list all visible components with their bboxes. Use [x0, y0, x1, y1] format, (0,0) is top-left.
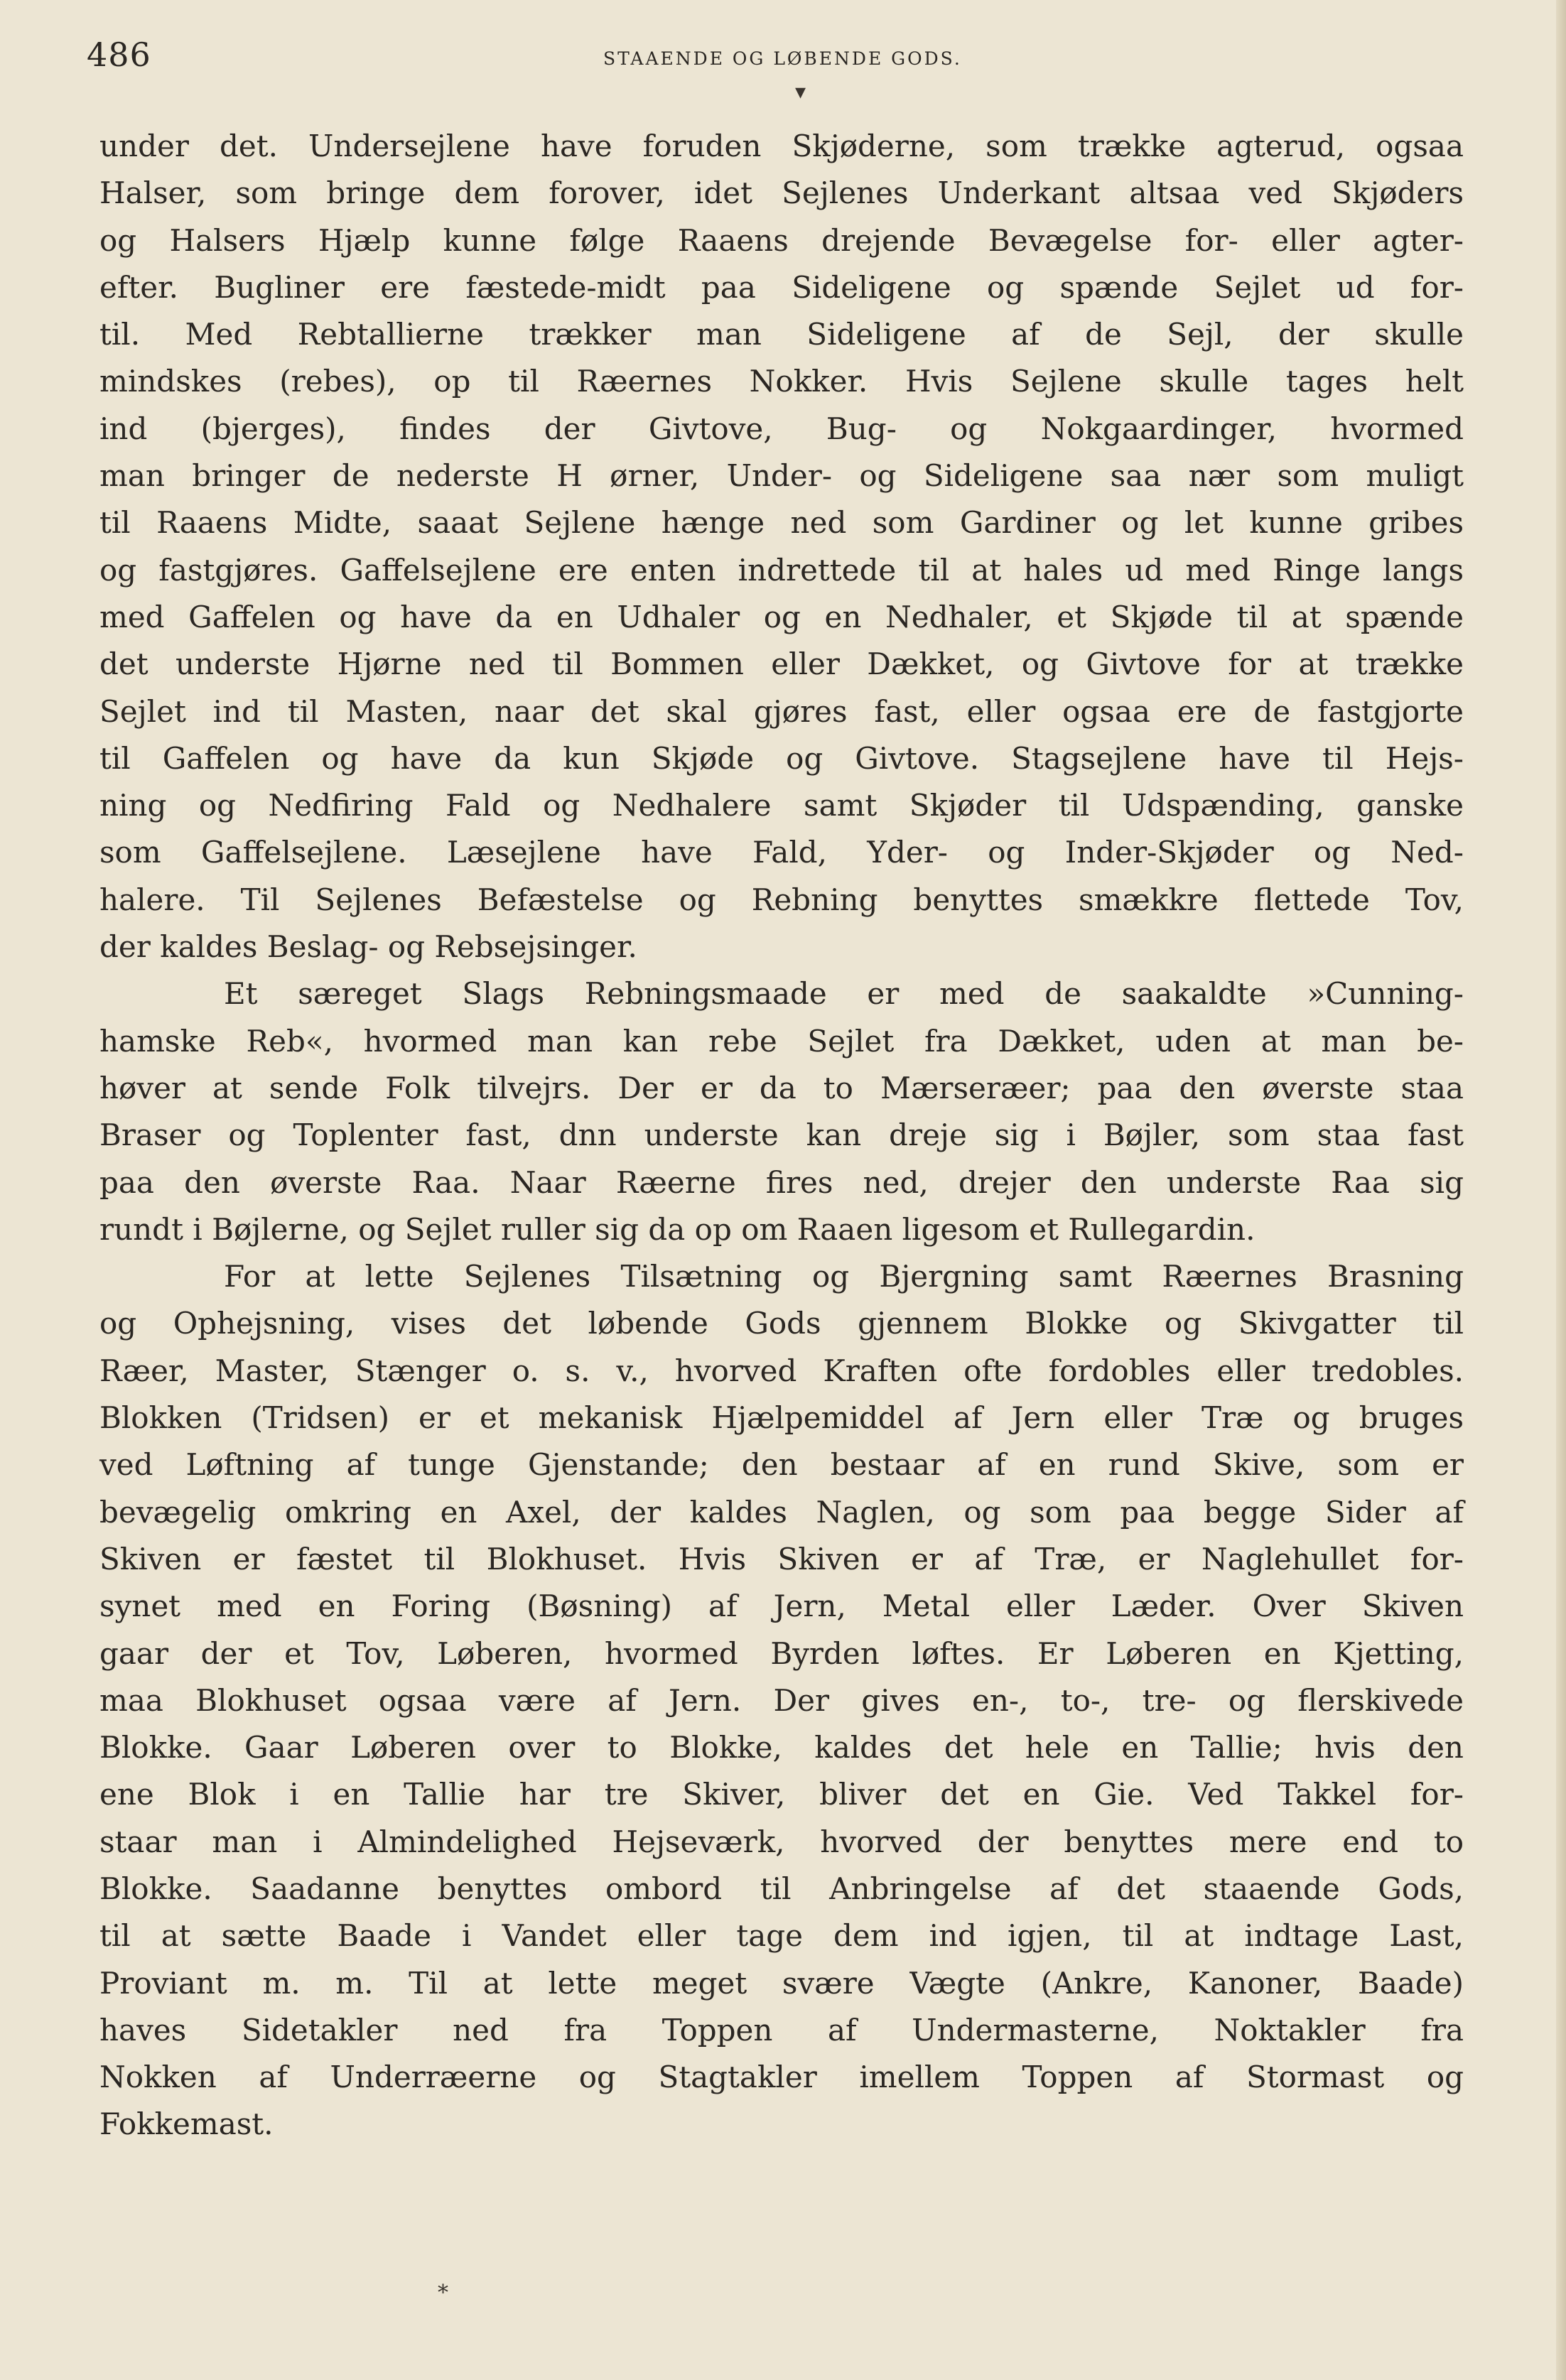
text-line-4: efter. Bugliner ere fæstede-midt paa Sideligene og spænde Sejlet ud for- [99, 269, 1464, 305]
text-line-6: mindskes (rebes), op til Ræernes Nokker. Hvis Sejlene skulle tages helt [99, 364, 1464, 399]
running-header [87, 36, 1472, 85]
text-line-1: under det. Undersejlene have foruden Skjøderne, som trække agterud, ogsaa [99, 129, 1464, 163]
text-line-29: ved Løftning af tunge Gjenstande; den bestaar af en rund Skive, som er [99, 1447, 1464, 1483]
text-line-42: Nokken af Underræerne og Stagtakler imellem Toppen af Stormast og [99, 2060, 1464, 2095]
text-line-14: til Gaffelen og have da kun Skjøde og Givtove. Stagsejlene have til Hejs- [99, 740, 1464, 776]
text-line-12: det underste Hjørne ned til Bommen eller Dækket, og Givtove for at trække [99, 647, 1464, 682]
text-line-33: gaar der et Tov, Løberen, hvormed Byrden løftes. Er Løberen en Kjetting, [99, 1635, 1464, 1671]
text-line-16: som Gaffelsejlene. Læsejlene have Fald, Yder- og Inder-Skjøder og Ned- [99, 835, 1464, 870]
text-line-19: Et særeget Slags Rebningsmaade er med de saakaldte »Cunning- [224, 976, 1464, 1012]
text-line-31: Skiven er fæstet til Blokhuset. Hvis Skiven er af Træ, er Naglehullet for- [99, 1541, 1464, 1576]
text-line-5: til. Med Rebtallierne trækker man Sideligene af de Sejl, der skulle [99, 317, 1464, 352]
text-line-9: til Raaens Midte, saaat Sejlene hænge ned som Gardiner og let kunne gribes [99, 505, 1464, 541]
text-line-40: Proviant m. m. Til at lette meget svære Vægte (Ankre, Kanoner, Baade) [99, 1965, 1464, 2001]
running-title: STAAENDE OG LØBENDE GODS. [603, 48, 962, 69]
text-line-35: Blokke. Gaar Løberen over to Blokke, kaldes det hele en Tallie; hvis den [99, 1730, 1464, 1765]
text-line-3: og Halsers Hjælp kunne følge Raaens drejende Bevægelse for- eller agter- [99, 222, 1464, 258]
text-line-34: maa Blokhuset ogsaa være af Jern. Der gives en-, to-, tre- og flerskivede [99, 1682, 1464, 1718]
text-line-27: Ræer, Master, Stænger o. s. v., hvorved Kraften ofte fordobles eller tredobles. [99, 1353, 1464, 1388]
text-line-7: ind (bjerges), findes der Givtove, Bug- og Nokgaardinger, hvormed [99, 411, 1464, 446]
page-number: 486 [87, 36, 151, 74]
text-line-38: Blokke. Saadanne benyttes ombord til Anbringelse af det staaende Gods, [99, 1871, 1464, 1906]
text-line-22: Braser og Toplenter fast, dnn underste kan dreje sig i Bøjler, som staa fast [99, 1118, 1464, 1153]
text-line-24: rundt i Bøjlerne, og Sejlet ruller sig da op om Raaen ligesom et Rullegardin. [99, 1211, 1256, 1247]
body-text [99, 123, 1464, 2148]
text-line-21: høver at sende Folk tilvejrs. Der er da to Mærseræer; paa den øverste staa [99, 1070, 1464, 1105]
text-line-23: paa den øverste Raa. Naar Ræerne fires ned, drejer den underste Raa sig [99, 1164, 1464, 1200]
text-line-8: man bringer de nederste H ørner, Under- og Sideligene saa nær som muligt [99, 458, 1464, 494]
text-line-2: Halser, som bringe dem forover, idet Sejlenes Underkant altsaa ved Skjøders [99, 175, 1464, 211]
text-line-30: bevægelig omkring en Axel, der kaldes Naglen, og som paa begge Sider af [99, 1494, 1464, 1530]
text-line-28: Blokken (Tridsen) er et mekanisk Hjælpemiddel af Jern eller Træ og bruges [99, 1400, 1464, 1436]
text-line-41: haves Sidetakler ned fra Toppen af Undermasterne, Noktakler fra [99, 2012, 1464, 2048]
printer-mark-bottom: * [438, 2281, 448, 2305]
text-line-32: synet med en Foring (Bøsning) af Jern, Metal eller Læder. Over Skiven [99, 1589, 1464, 1624]
text-line-25: For at lette Sejlenes Tilsætning og Bjergning samt Ræernes Brasning [224, 1259, 1464, 1294]
printer-mark-top: ▾ [795, 80, 806, 104]
page-edge [1556, 0, 1566, 2380]
text-line-18: der kaldes Beslag- og Rebsejsinger. [99, 929, 637, 965]
text-line-37: staar man i Almindelighed Hejseværk, hvorved der benyttes mere end to [99, 1824, 1464, 1859]
text-line-20: hamske Reb«, hvormed man kan rebe Sejlet fra Dækket, uden at man be- [99, 1023, 1464, 1059]
text-line-15: ning og Nedfiring Fald og Nedhalere samt Skjøder til Udspænding, ganske [99, 788, 1464, 823]
text-line-11: med Gaffelen og have da en Udhaler og en Nedhaler, et Skjøde til at spænde [99, 599, 1464, 634]
text-line-36: ene Blok i en Tallie har tre Skiver, bliver det en Gie. Ved Takkel for- [99, 1777, 1464, 1812]
text-line-13: Sejlet ind til Masten, naar det skal gjøres fast, eller ogsaa ere de fastgjorte [99, 693, 1464, 729]
text-line-39: til at sætte Baade i Vandet eller tage dem ind igjen, til at indtage Last, [99, 1918, 1464, 1954]
text-line-43: Fokkemast. [99, 2106, 274, 2142]
text-line-17: halere. Til Sejlenes Befæstelse og Rebning benyttes smækkre flettede Tov, [99, 882, 1464, 917]
text-line-26: og Ophejsning, vises det løbende Gods gjennem Blokke og Skivgatter til [99, 1306, 1464, 1341]
text-line-10: og fastgjøres. Gaffelsejlene ere enten indrettede til at hales ud med Ringe langs [99, 552, 1464, 588]
